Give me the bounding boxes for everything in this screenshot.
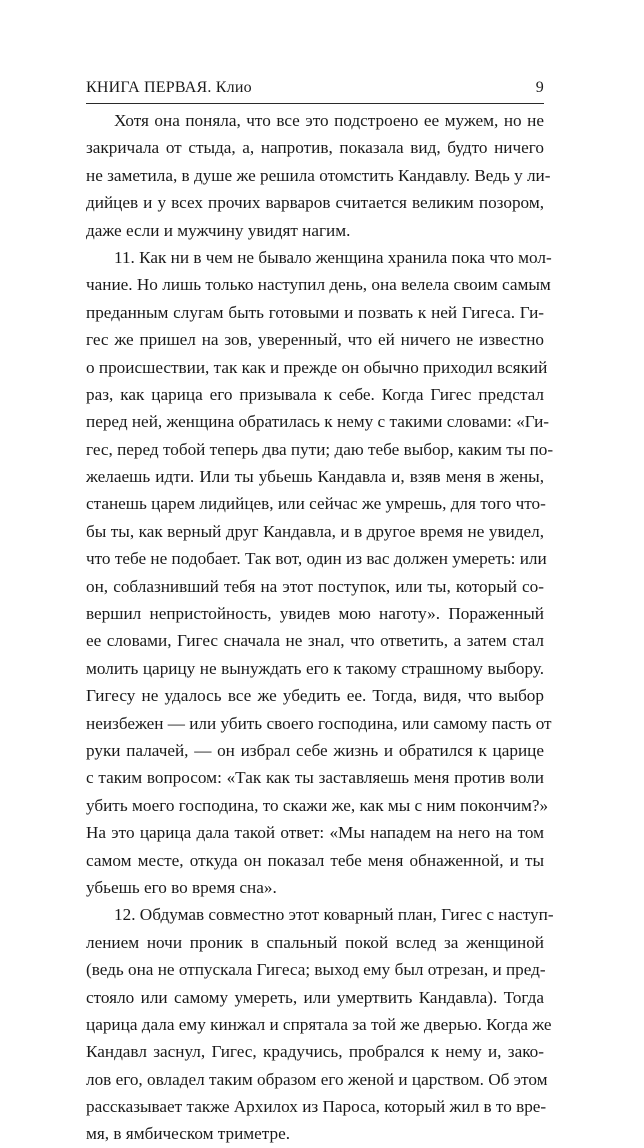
paragraph: [86, 107, 551, 244]
text-line: перед ней, женщина обратилась к нему с такими словами: «Ги-: [86, 412, 550, 432]
text-line: (ведь она не отпускала Гигеса; выход ему был отрезан, и пред-: [86, 960, 546, 980]
page-number: 9: [535, 79, 544, 96]
text-line: самом месте, откуда он показал тебе меня обнаженной, и ты: [86, 850, 544, 870]
text-line: лов его, овладел таким образом его женой и царством. Об этом: [86, 1069, 548, 1089]
book-title-text: КНИГА ПЕРВАЯ.: [86, 79, 212, 96]
text-line: Хотя она поняла, что все это подстроено ее мужем, но не: [114, 111, 544, 130]
text-line: царица дала ему кинжал и спрятала за той же дверью. Когда же: [86, 1014, 552, 1034]
text-line: На это царица дала такой ответ: «Мы нападем на него на том: [86, 823, 544, 843]
section-title: Клио: [215, 79, 252, 96]
text-line: закричала от стыда, а, напротив, показала вид, будто ничего: [86, 138, 544, 158]
paragraph: [86, 244, 554, 901]
text-line: чание. Но лишь только наступил день, она велела своим самым: [86, 275, 551, 295]
text-line: 11. Как ни в чем не бывало женщина хранила пока что мол-: [114, 247, 552, 267]
text-line: гес же пришел на зов, уверенный, что ей ничего не известно: [86, 330, 544, 350]
text-line: с таким вопросом: «Так как ты заставляешь меня против воли: [86, 768, 544, 788]
text-line: что тебе не подобает. Так вот, один из вас должен умереть: или: [86, 549, 547, 569]
text-line: станешь царем лидийцев, или сейчас же умрешь, для того что-: [86, 494, 546, 514]
text-line: 12. Обдумав совместно этот коварный план, Гигес с наступ-: [114, 905, 554, 925]
text-line: убьешь его во время сна».: [86, 877, 277, 897]
text-line: бы ты, как верный друг Кандавла, и в другое время не увидел,: [86, 521, 544, 541]
text-line: даже если и мужчину увидят нагим.: [86, 220, 351, 240]
text-line: убить моего господина, то скажи же, как мы с ним покончим?»: [86, 795, 549, 815]
text-line: рассказывает также Архилох из Пароса, который жил в то вре-: [86, 1097, 547, 1117]
text-line: не заметила, в душе же решила отомстить Кандавлу. Ведь у ли-: [86, 165, 551, 185]
text-line: лением ночи проник в спальный покой вслед за женщиной: [86, 932, 544, 952]
text-line: руки палачей, — он избрал себе жизнь и обратился к царице: [86, 740, 544, 760]
book-title: [86, 76, 252, 100]
paragraph: [86, 901, 554, 1148]
header-rule: [86, 103, 544, 104]
text-line: гес, перед тобой теперь два пути; даю тебе выбор, каким ты по-: [86, 439, 554, 459]
text-line: Кандавл заснул, Гигес, крадучись, пробрался к нему и, зако-: [86, 1042, 544, 1062]
text-line: мя, в ямбическом триметре.: [86, 1124, 291, 1144]
text-line: вершил непристойность, увидев мою наготу». Пораженный: [86, 604, 544, 624]
text-line: дийцев и у всех прочих варваров считается великим позором,: [86, 193, 544, 213]
text-line: неизбежен — или убить своего господина, или самому пасть от: [86, 713, 552, 733]
text-line: стояло или самому умереть, или умертвить Кандавла). Тогда: [86, 987, 544, 1007]
body-text: [86, 107, 554, 1148]
text-line: раз, как царица его призывала к себе. Когда Гигес предстал: [86, 384, 544, 404]
text-line: Гигесу не удалось все же убедить ее. Тогда, видя, что выбор: [86, 686, 544, 706]
running-header: [86, 76, 544, 100]
text-line: желаешь идти. Или ты убьешь Кандавла и, взяв меня в жены,: [86, 467, 544, 487]
text-line: преданным слугам быть готовыми и позвать к ней Гигеса. Ги-: [86, 302, 544, 322]
text-line: о происшествии, так как и прежде он обычно приходил всякий: [86, 357, 548, 377]
text-line: он, соблазнивший тебя на этот поступок, или ты, который со-: [86, 576, 544, 596]
text-line: молить царицу не вынуждать его к такому страшному выбору.: [86, 658, 544, 678]
text-line: ее словами, Гигес сначала не знал, что ответить, а затем стал: [86, 631, 544, 651]
